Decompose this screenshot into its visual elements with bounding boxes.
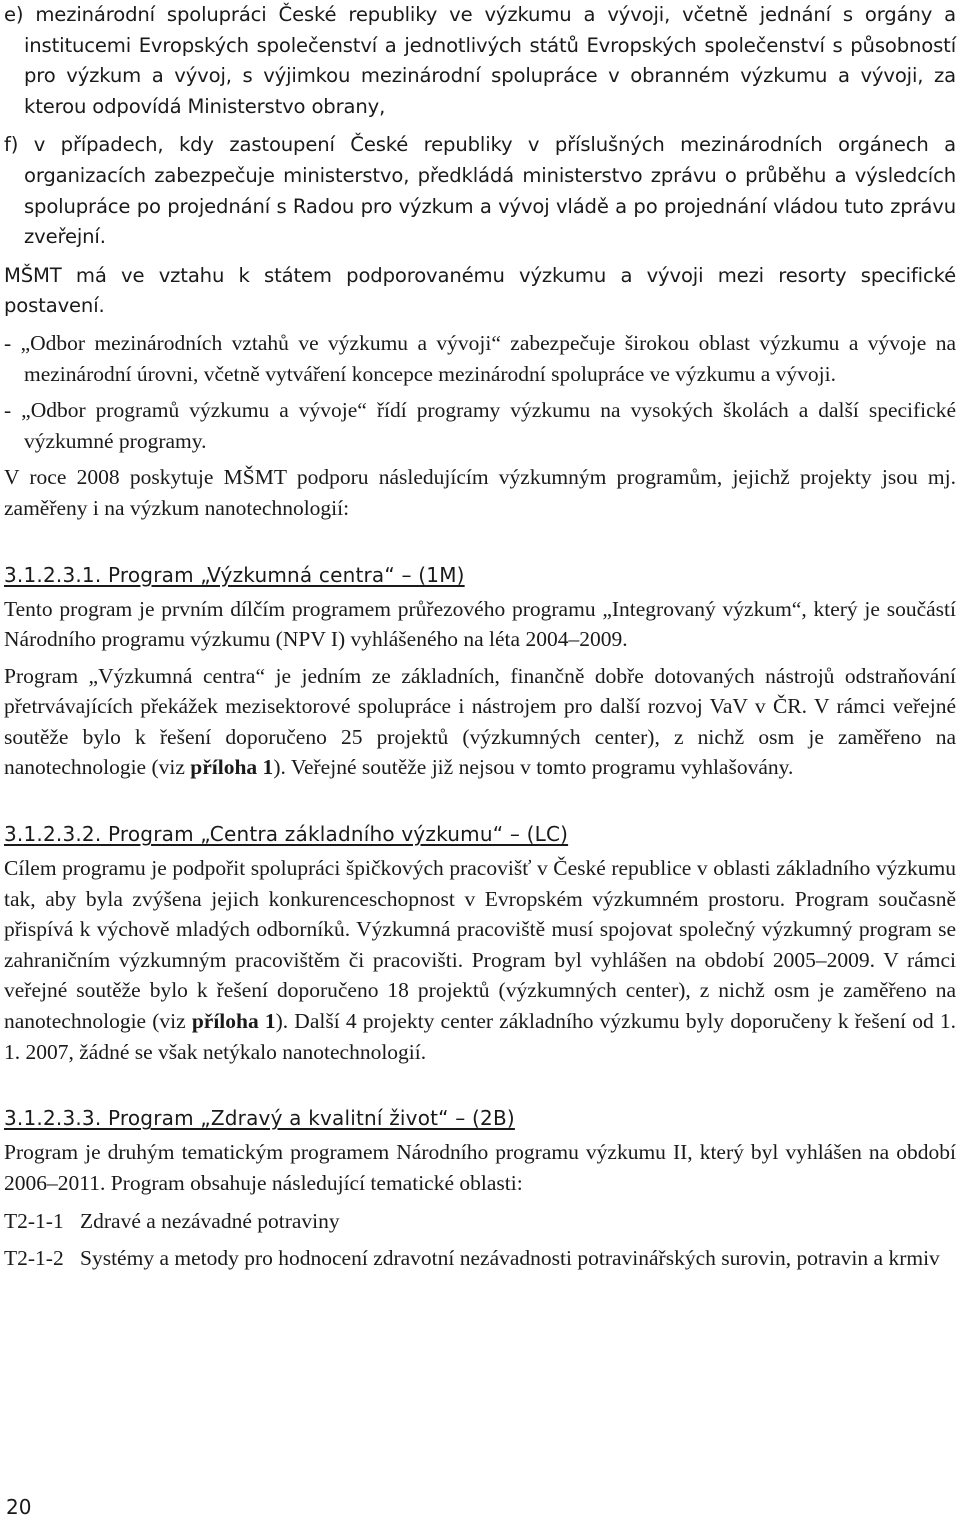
section-heading-2b: 3.1.2.3.3. Program „Zdravý a kvalitní život“ – (2B) (4, 1106, 515, 1131)
section-heading-1m: 3.1.2.3.1. Program „Výzkumná centra“ – (1M) (4, 562, 465, 587)
topic-text: Systémy a metody pro hodnocení zdravotní nezávadnosti potravinářských surovin, potravin a krmiv (80, 1246, 940, 1270)
dash-item-programs: - „Odbor programů výzkumu a vývoje“ řídí programy výzkumu na vysokých školách a další specifické výzkumné programy. (4, 398, 956, 453)
list-item-e: e) mezinárodní spolupráci České republiky ve výzkumu a vývoji, včetně jednání s orgány a institucemi Evropských společenství a jednotlivých států Evropských společenství s působností pro výzkum a vývoj, s výjimkou mezinárodní spolupráce v obranném výzkumu a vývoji, za kterou odpovídá Ministerstvo obrany, (4, 3, 956, 118)
page-number: 20 (6, 1495, 32, 1519)
topic-item (4, 1206, 956, 1237)
list-item-f: f) v případech, kdy zastoupení České republiky v příslušných mezinárodních orgánech a organizacích zabezpečuje ministerstvo, předkládá ministerstvo zprávu o průběhu a výsledcích spolupráce po projednání s Radou pro výzkum a vývoj vládě a po projednání vládou tuto zprávu zveřejní. (4, 133, 956, 249)
text-run: ). Veřejné soutěže již nejsou v tomto programu vyhlašovány. (273, 755, 794, 780)
annex-reference: příloha 1 (190, 755, 274, 780)
section-1m-paragraph-2 (4, 661, 956, 783)
text-run: Cílem programu je podpořit spolupráci špičkových pracovišť v České republice v oblasti základního výzkumu tak, aby byla zvýšena jejich konkurenceschopnost v Evropském výzkumném prostoru. Program současně přispívá k výchově mladých odborníků. Výzkumná pracoviště musí spojovat společný výzkumný program se zahraničním výzkumným pracovištěm či pracovišti. Program byl vyhlášen na období 2005–2009. V rámci veřejné soutěže bylo k řešení doporučeno 18 projektů (výzkumných center), z nichž osm je zaměřeno na nanotechnologie (viz (4, 856, 956, 1034)
text-run: Program „Výzkumná centra“ je jedním ze základních, finančně dobře dotovaných nástrojů odstraňování přetrvávajících překážek mezisektorové spolupráce i nástrojem pro další rozvoj VaV v ČR. V rámci veřejné soutěže bylo k řešení doporučeno 25 projektů (výzkumných center), z nichž osm je zaměřeno na nanotechnologie (viz (4, 663, 956, 780)
topic-list (4, 1206, 956, 1273)
topic-text: Zdravé a nezávadné potraviny (80, 1209, 340, 1234)
section-heading-lc: 3.1.2.3.2. Program „Centra základního výzkumu“ – (LC) (4, 822, 569, 847)
document-page (4, 0, 956, 1274)
dash-item-international: - „Odbor mezinárodních vztahů ve výzkumu a vývoji“ zabezpečuje širokou oblast výzkumu a vývoje na mezinárodní úrovni, včetně vytváření koncepce mezinárodní spolupráce ve výzkumu a vývoji. (4, 330, 956, 386)
section-1m-paragraph-1: Tento program je prvním dílčím programem průřezového programu „Integrovaný výzkum“, který je součástí Národního programu výzkumu (NPV I) vyhlášeného na léta 2004–2009. (4, 596, 956, 652)
annex-reference: příloha 1 (191, 1009, 276, 1034)
text-run: ). Další 4 projekty center základního výzkumu byly doporučeny k řešení od 1. 1. 2007, žádné se však netýkalo nanotechnologií. (4, 1009, 956, 1064)
msmt-position-paragraph: MŠMT má ve vztahu k státem podporovanému výzkumu a vývoji mezi resorty specifické postavení. (4, 263, 956, 318)
topic-code: T2-1-2 (4, 1246, 64, 1270)
topic-code: T2-1-1 (4, 1209, 64, 1234)
intro-2008-paragraph: V roce 2008 poskytuje MŠMT podporu následujícím výzkumným programům, jejichž projekty jsou mj. zaměřeny i na výzkum nanotechnologií: (4, 465, 956, 520)
topic-item (4, 1243, 956, 1274)
section-lc-paragraph-1 (4, 853, 956, 1067)
section-2b-paragraph-1: Program je druhým tematickým programem Národního programu výzkumu II, který byl vyhlášen na období 2006–2011. Program obsahuje následující tematické oblasti: (4, 1140, 956, 1195)
